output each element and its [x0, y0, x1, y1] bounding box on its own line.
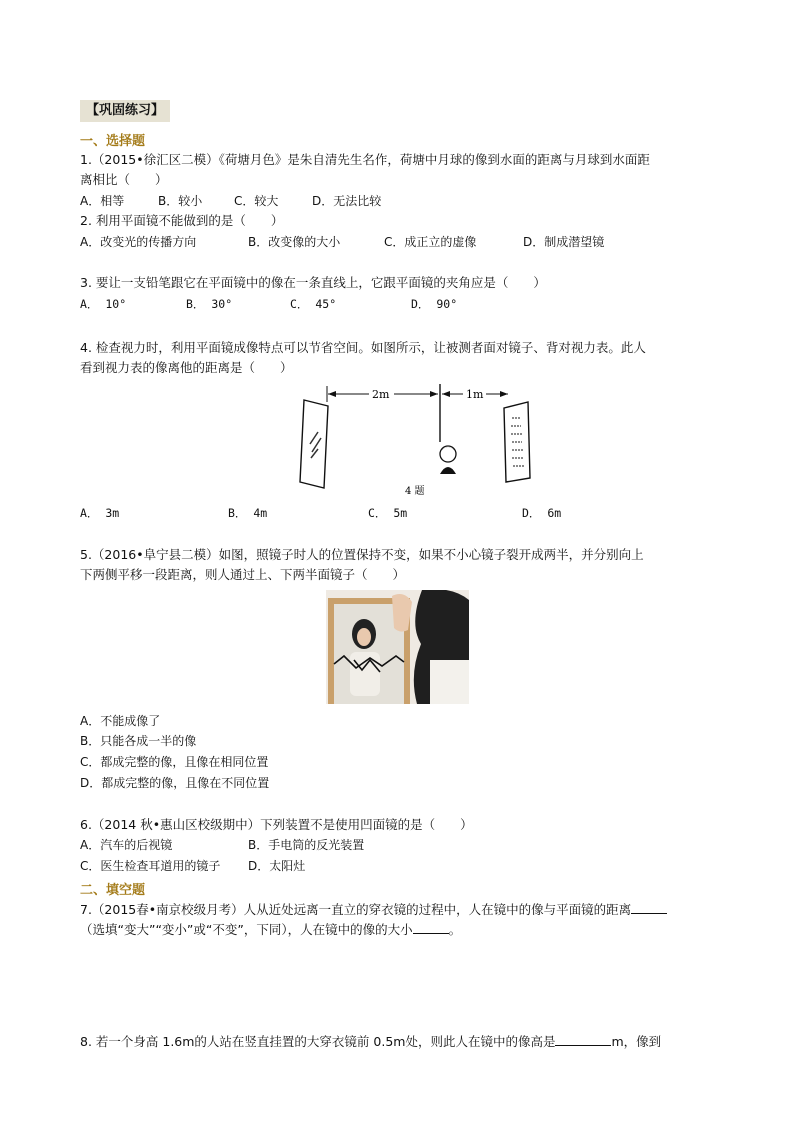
q2-stem: 2. 利用平面镜不能做到的是（ ）: [80, 213, 284, 228]
q7-blank-2: [413, 919, 449, 934]
q3-option-c: C． 45°: [290, 297, 337, 311]
q2-option-c: C．成正立的虚像: [384, 235, 477, 249]
q5-option-c: C．都成完整的像，且像在相同位置: [80, 755, 269, 769]
q6-stem: 6.（2014 秋•惠山区校级期中）下列装置不是使用凹面镜的是（ ）: [80, 817, 473, 832]
q7-stem-line2: [80, 919, 461, 940]
q1-option-c: C．较大: [234, 194, 279, 208]
q8-text-part2: m，像到: [611, 1034, 662, 1049]
q1-stem-line1: 1.（2015•徐汇区二模）《荷塘月色》是朱自清先生名作，荷塘中月球的像到水面的距离与月球到水面距: [80, 152, 650, 167]
q1-option-d: D．无法比较: [312, 194, 382, 208]
q5-option-b: B．只能各成一半的像: [80, 734, 197, 748]
dim-label-2m: 2m: [372, 388, 390, 401]
q3-stem: 3. 要让一支铅笔跟它在平面镜中的像在一条直线上，它跟平面镜的夹角应是（ ）: [80, 275, 546, 290]
q8-text-part1: 8. 若一个身高 1.6m的人站在竖直挂置的大穿衣镜前 0.5m处，则此人在镜中的像高是: [80, 1034, 556, 1049]
q3-option-d: D． 90°: [411, 297, 458, 311]
q4-eye-test-figure: [290, 378, 540, 498]
q6-option-c: C．医生检查耳道用的镜子: [80, 859, 221, 873]
q1-stem-line2: 离相比（ ）: [80, 172, 168, 187]
q7-text-part3: 。: [448, 922, 462, 937]
q5-option-d: D．都成完整的像，且像在不同位置: [80, 776, 270, 790]
q4-option-c: C． 5m: [368, 506, 408, 520]
q5-option-a: A．不能成像了: [80, 714, 161, 728]
q2-option-b: B．改变像的大小: [248, 235, 341, 249]
q3-option-b: B． 30°: [186, 297, 233, 311]
q1-option-a: A．相等: [80, 194, 125, 208]
q2-option-d: D．制成潜望镜: [523, 235, 605, 249]
q5-mirror-photo: [326, 590, 469, 704]
section-title-fill: 二、填空题: [80, 883, 146, 898]
q4-option-a: A． 3m: [80, 506, 120, 520]
section-title-choice: 一、选择题: [80, 134, 146, 149]
mirror-icon: [300, 400, 328, 488]
q4-option-b: B． 4m: [228, 506, 268, 520]
q7-text-part2: （选填“变大”“变小”或“不变”，下同），人在镜中的像的大小: [80, 922, 413, 937]
q8-blank-1: [555, 1031, 611, 1046]
q7-blank-1: [631, 899, 667, 914]
q8-stem-line1: [80, 1031, 661, 1052]
q2-option-a: A．改变光的传播方向: [80, 235, 197, 249]
exercise-header-badge: 【巩固练习】: [80, 100, 170, 122]
q7-stem-line1: [80, 899, 667, 920]
person-icon: [440, 446, 456, 474]
q3-option-a: A． 10°: [80, 297, 127, 311]
q6-option-a: A．汽车的后视镜: [80, 838, 173, 852]
dim-label-1m: 1m: [466, 388, 484, 401]
q5-stem-line1: 5.（2016•阜宁县二模）如图，照镜子时人的位置保持不变，如果不小心镜子裂开成两半，并分别向上: [80, 547, 644, 562]
q6-option-d: D．太阳灶: [248, 859, 306, 873]
figure-caption: 4 题: [405, 486, 425, 497]
q7-text-part1: 7.（2015春•南京校级月考）人从近处远离一直立的穿衣镜的过程中，人在镜中的像与平面镜的距离: [80, 902, 632, 917]
q4-stem-line2: 看到视力表的像离他的距离是（ ）: [80, 360, 293, 375]
q4-stem-line1: 4. 检查视力时，利用平面镜成像特点可以节省空间。如图所示，让被测者面对镜子、背对视力表。此人: [80, 340, 646, 355]
q6-option-b: B．手电筒的反光装置: [248, 838, 365, 852]
eye-chart-icon: [504, 402, 530, 482]
q4-option-d: D． 6m: [522, 506, 562, 520]
q1-option-b: B．较小: [158, 194, 203, 208]
q5-stem-line2: 下两侧平移一段距离，则人通过上、下两半面镜子（ ）: [80, 567, 406, 582]
